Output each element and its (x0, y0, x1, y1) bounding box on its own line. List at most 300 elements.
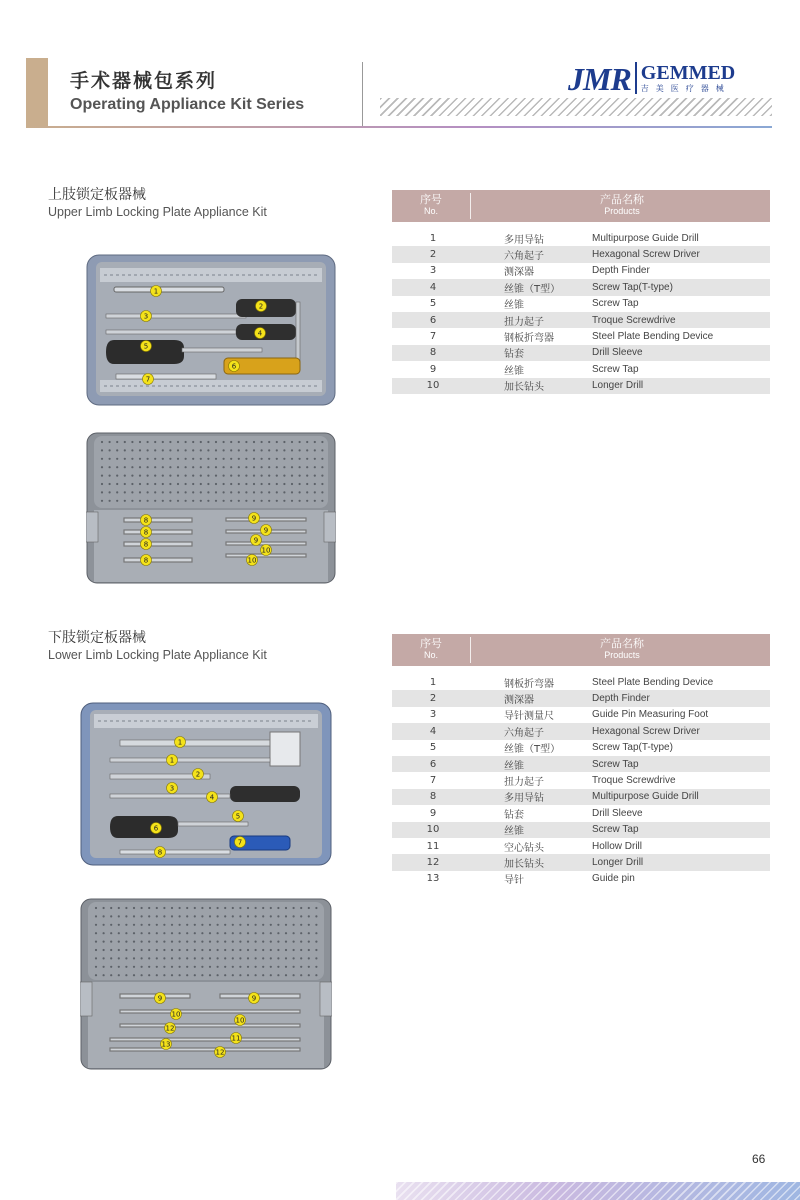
perforation-dot (308, 966, 310, 968)
perforation-dot (321, 441, 323, 443)
perforation-dot (200, 449, 202, 451)
perforation-dot (95, 932, 97, 934)
table-row (392, 723, 770, 739)
table-header (392, 190, 770, 222)
perforation-dot (262, 957, 264, 959)
perforation-dot (262, 966, 264, 968)
perforation-dot (285, 941, 287, 943)
table-row (392, 361, 770, 377)
callout-number: 8 (143, 528, 149, 537)
perforation-dot (299, 475, 301, 477)
perforation-dot (200, 475, 202, 477)
perforation-dot (109, 458, 111, 460)
row-name-cn: 钻套 (504, 809, 524, 821)
lower-kit-lid-photo (80, 898, 332, 1070)
row-name-en: Longer Drill (592, 380, 644, 392)
perforation-dot (162, 458, 164, 460)
perforation-dot (255, 974, 257, 976)
perforation-dot (148, 949, 150, 951)
row-name-en: Screw Tap (592, 363, 639, 375)
perforation-dot (285, 974, 287, 976)
perforation-dot (163, 941, 165, 943)
perforation-dot (139, 449, 141, 451)
perforation-dot (232, 915, 234, 917)
perforation-dot (308, 957, 310, 959)
perforation-dot (154, 483, 156, 485)
upper-kit-tray-photo (86, 254, 336, 406)
perforation-dot (215, 449, 217, 451)
perforation-dot (177, 475, 179, 477)
perforation-dot (232, 941, 234, 943)
callout-label (141, 341, 152, 352)
perforation-dot (194, 966, 196, 968)
perforation-dot (321, 449, 323, 451)
perforation-dot (224, 941, 226, 943)
row-number: 3 (429, 265, 437, 277)
perforation-dot (300, 941, 302, 943)
row-name-en: Hexagonal Screw Driver (592, 725, 700, 737)
row-name-en: Depth Finder (592, 265, 650, 277)
callout-number: 12 (165, 1024, 175, 1033)
perforation-dot (139, 466, 141, 468)
perforation-dot (186, 941, 188, 943)
perforation-dot (255, 949, 257, 951)
perforation-dot (232, 957, 234, 959)
perforation-dot (131, 458, 133, 460)
perforation-dot (293, 915, 295, 917)
perforation-dot (277, 966, 279, 968)
callout-label (141, 311, 152, 322)
row-name-cn: 空心钻头 (504, 842, 544, 854)
perforation-dot (163, 907, 165, 909)
perforation-dot (192, 458, 194, 460)
section-title-en: Lower Limb Locking Plate Appliance Kit (48, 648, 267, 662)
perforation-dot (217, 974, 219, 976)
row-number: 11 (426, 840, 440, 852)
perforation-dot (253, 449, 255, 451)
perforation-dot (133, 974, 135, 976)
perforation-dot (293, 974, 295, 976)
perforation-dot (148, 957, 150, 959)
row-name-cn: 扭力起子 (504, 316, 544, 328)
perforation-dot (276, 500, 278, 502)
row-name-en: Drill Sleeve (592, 807, 643, 819)
perforation-dot (156, 924, 158, 926)
perforation-dot (179, 915, 181, 917)
perforation-dot (179, 907, 181, 909)
perforation-dot (131, 500, 133, 502)
perforation-dot (315, 949, 317, 951)
perforation-dot (103, 941, 105, 943)
perforation-dot (285, 966, 287, 968)
perforation-dot (95, 966, 97, 968)
callout-number: 6 (231, 362, 237, 371)
callout-number: 1 (153, 287, 159, 296)
perforation-dot (133, 941, 135, 943)
perforation-dot (109, 500, 111, 502)
perforation-dot (201, 974, 203, 976)
perforation-dot (103, 949, 105, 951)
perforation-dot (308, 941, 310, 943)
perforation-dot (255, 915, 257, 917)
callout-number: 3 (169, 784, 175, 793)
brand-logo (568, 62, 735, 96)
perforation-dot (118, 932, 120, 934)
perforation-dot (109, 449, 111, 451)
perforation-dot (103, 932, 105, 934)
perforation-dot (217, 907, 219, 909)
header-no-cn: 序号 (420, 193, 442, 206)
perforation-dot (194, 974, 196, 976)
perforation-dot (306, 449, 308, 451)
perforation-dot (321, 491, 323, 493)
perforation-dot (291, 449, 293, 451)
perforation-dot (116, 475, 118, 477)
perforation-dot (291, 483, 293, 485)
perforation-dot (209, 974, 211, 976)
perforation-dot (141, 932, 143, 934)
perforation-dot (141, 957, 143, 959)
perforation-dot (299, 491, 301, 493)
table-row (392, 328, 770, 344)
perforation-dot (156, 957, 158, 959)
callout-number: 10 (171, 1010, 181, 1019)
perforation-dot (177, 491, 179, 493)
perforation-dot (171, 915, 173, 917)
callout-number: 12 (215, 1048, 225, 1057)
perforation-dot (201, 915, 203, 917)
perforation-dot (169, 441, 171, 443)
perforation-dot (185, 500, 187, 502)
perforation-dot (186, 966, 188, 968)
perforation-dot (177, 449, 179, 451)
section-title-cn: 下肢锁定板器械 (48, 630, 146, 646)
row-name-cn: 钻套 (504, 349, 524, 361)
callout-number: 1 (177, 738, 183, 747)
perforation-dot (283, 500, 285, 502)
logo-mark: JMR (568, 61, 631, 97)
row-number: 3 (429, 709, 437, 721)
row-name-en: Troque Screwdrive (592, 775, 676, 787)
perforation-dot (163, 915, 165, 917)
perforation-dot (207, 500, 209, 502)
perforation-dot (277, 907, 279, 909)
perforation-dot (262, 932, 264, 934)
perforation-dot (110, 907, 112, 909)
perforation-dot (162, 500, 164, 502)
header-no-en: No. (423, 206, 438, 216)
perforation-dot (255, 932, 257, 934)
table-row (392, 707, 770, 723)
perforation-dot (139, 441, 141, 443)
perforation-dot (245, 475, 247, 477)
perforation-dot (171, 957, 173, 959)
perforation-dot (154, 475, 156, 477)
header-separator (470, 193, 471, 219)
table-row (392, 279, 770, 295)
perforation-dot (154, 449, 156, 451)
perforation-dot (283, 466, 285, 468)
perforation-dot (162, 483, 164, 485)
callout-label (167, 783, 178, 794)
perforation-dot (192, 500, 194, 502)
perforation-dot (156, 941, 158, 943)
perforation-dot (118, 941, 120, 943)
perforation-dot (321, 500, 323, 502)
callout-label (235, 837, 246, 848)
perforation-dot (163, 957, 165, 959)
perforation-dot (253, 458, 255, 460)
perforation-dot (200, 483, 202, 485)
perforation-dot (306, 500, 308, 502)
perforation-dot (201, 932, 203, 934)
perforation-dot (308, 932, 310, 934)
perforation-dot (116, 466, 118, 468)
row-name-cn: 多用导钻 (504, 234, 544, 246)
perforation-dot (156, 915, 158, 917)
perforation-dot (255, 907, 257, 909)
perforation-dot (277, 924, 279, 926)
perforation-dot (185, 483, 187, 485)
perforation-dot (194, 932, 196, 934)
callout-label (165, 1023, 176, 1034)
perforation-dot (103, 924, 105, 926)
perforation-dot (209, 957, 211, 959)
row-number: 7 (429, 775, 437, 787)
perforation-dot (162, 475, 164, 477)
header-name-cn: 产品名称 (600, 193, 644, 206)
row-name-cn: 丝锥 (504, 300, 524, 312)
table-row (392, 345, 770, 361)
perforation-dot (291, 491, 293, 493)
callout-label (155, 847, 166, 858)
perforation-dot (194, 915, 196, 917)
perforation-dot (148, 924, 150, 926)
perforation-dot (321, 466, 323, 468)
perforation-dot (247, 907, 249, 909)
perforation-dot (163, 974, 165, 976)
perforation-dot (308, 915, 310, 917)
perforation-dot (261, 483, 263, 485)
perforation-dot (200, 466, 202, 468)
callout-label (229, 361, 240, 372)
perforation-dot (133, 949, 135, 951)
perforation-dot (217, 966, 219, 968)
row-name-en: Depth Finder (592, 693, 650, 705)
perforation-dot (306, 483, 308, 485)
table-row (392, 871, 770, 887)
perforation-dot (185, 458, 187, 460)
perforation-dot (232, 949, 234, 951)
perforation-dot (185, 449, 187, 451)
perforation-dot (215, 441, 217, 443)
perforation-dot (223, 491, 225, 493)
row-name-cn: 多用导钻 (504, 793, 544, 805)
perforation-dot (171, 932, 173, 934)
perforation-dot (232, 924, 234, 926)
perforation-dot (285, 907, 287, 909)
perforation-dot (109, 441, 111, 443)
perforation-dot (224, 915, 226, 917)
logo-subtitle: 吉美医疗器械 (640, 84, 731, 93)
row-name-en: Screw Tap(T-type) (592, 742, 673, 754)
perforation-dot (103, 966, 105, 968)
perforation-dot (283, 441, 285, 443)
row-number: 12 (426, 856, 440, 868)
perforation-dot (217, 915, 219, 917)
perforation-dot (217, 941, 219, 943)
perforation-dot (116, 458, 118, 460)
row-number: 1 (429, 232, 437, 244)
perforation-dot (238, 458, 240, 460)
perforation-dot (200, 441, 202, 443)
row-name-en: Multipurpose Guide Drill (592, 232, 699, 244)
perforation-dot (315, 932, 317, 934)
perforation-dot (293, 966, 295, 968)
perforation-dot (253, 475, 255, 477)
perforation-dot (110, 941, 112, 943)
callout-number: 2 (195, 770, 201, 779)
callout-number: 8 (143, 540, 149, 549)
perforation-dot (141, 924, 143, 926)
perforation-dot (110, 966, 112, 968)
perforation-dot (308, 907, 310, 909)
row-number: 5 (429, 298, 437, 310)
perforation-dot (139, 491, 141, 493)
perforation-dot (239, 966, 241, 968)
perforation-dot (293, 957, 295, 959)
perforation-dot (179, 932, 181, 934)
perforation-dot (283, 458, 285, 460)
header-divider (362, 62, 363, 126)
perforation-dot (207, 475, 209, 477)
perforation-dot (169, 466, 171, 468)
perforation-dot (154, 466, 156, 468)
perforation-dot (109, 483, 111, 485)
perforation-dot (179, 966, 181, 968)
row-number: 9 (429, 363, 437, 375)
perforation-dot (299, 500, 301, 502)
table-row (392, 296, 770, 312)
perforation-dot (308, 949, 310, 951)
perforation-dot (261, 491, 263, 493)
perforation-dot (109, 491, 111, 493)
perforation-dot (245, 449, 247, 451)
perforation-dot (139, 475, 141, 477)
perforation-dot (232, 966, 234, 968)
callout-label (255, 328, 266, 339)
perforation-dot (230, 441, 232, 443)
perforation-dot (171, 924, 173, 926)
tray-illustration (80, 702, 332, 866)
table-row (392, 822, 770, 838)
perforation-dot (306, 475, 308, 477)
perforation-dot (300, 907, 302, 909)
perforation-dot (223, 458, 225, 460)
perforation-dot (223, 475, 225, 477)
perforation-dot (217, 932, 219, 934)
perforation-dot (192, 491, 194, 493)
row-name-en: Troque Screwdrive (592, 314, 676, 326)
row-number: 8 (429, 791, 437, 803)
perforation-dot (179, 949, 181, 951)
row-number: 10 (426, 380, 440, 392)
perforation-dot (300, 932, 302, 934)
perforation-dot (277, 941, 279, 943)
callout-label (155, 993, 166, 1004)
perforation-dot (147, 500, 149, 502)
perforation-dot (315, 907, 317, 909)
perforation-dot (239, 957, 241, 959)
callout-label (251, 535, 262, 546)
perforation-dot (154, 500, 156, 502)
table-row (392, 690, 770, 706)
row-name-en: Hexagonal Screw Driver (592, 249, 700, 261)
perforation-dot (162, 449, 164, 451)
perforation-dot (103, 915, 105, 917)
perforation-dot (162, 466, 164, 468)
callout-label (171, 1009, 182, 1020)
perforation-dot (255, 966, 257, 968)
perforation-dot (232, 907, 234, 909)
callout-label (207, 792, 218, 803)
perforation-dot (192, 475, 194, 477)
perforation-dot (192, 483, 194, 485)
header-rule (26, 126, 772, 128)
perforation-dot (291, 441, 293, 443)
perforation-dot (110, 974, 112, 976)
perforation-dot (185, 466, 187, 468)
callout-label (233, 811, 244, 822)
perforation-dot (118, 949, 120, 951)
row-number: 4 (429, 725, 437, 737)
callout-label (261, 525, 272, 536)
row-name-en: Hollow Drill (592, 840, 643, 852)
callout-label (141, 539, 152, 550)
perforation-dot (300, 966, 302, 968)
perforation-dot (261, 500, 263, 502)
row-name-cn: 丝锥（T型） (504, 283, 561, 295)
callout-number: 9 (251, 514, 257, 523)
perforation-dot (321, 483, 323, 485)
perforation-dot (125, 924, 127, 926)
perforation-dot (253, 483, 255, 485)
callout-label (249, 993, 260, 1004)
perforation-dot (124, 491, 126, 493)
callout-label (141, 515, 152, 526)
callout-number: 13 (161, 1040, 171, 1049)
perforation-dot (238, 483, 240, 485)
perforation-dot (186, 932, 188, 934)
perforation-dot (156, 907, 158, 909)
perforation-dot (285, 957, 287, 959)
perforation-dot (224, 957, 226, 959)
perforation-dot (224, 974, 226, 976)
perforation-dot (314, 466, 316, 468)
perforation-dot (299, 483, 301, 485)
perforation-dot (291, 475, 293, 477)
row-name-cn: 丝锥 (504, 365, 524, 377)
callout-label (175, 737, 186, 748)
row-number: 10 (426, 824, 440, 836)
callout-label (161, 1039, 172, 1050)
row-number: 13 (426, 873, 440, 885)
perforation-dot (276, 449, 278, 451)
table-row (392, 263, 770, 279)
perforation-dot (156, 949, 158, 951)
perforation-dot (185, 441, 187, 443)
perforation-dot (299, 441, 301, 443)
